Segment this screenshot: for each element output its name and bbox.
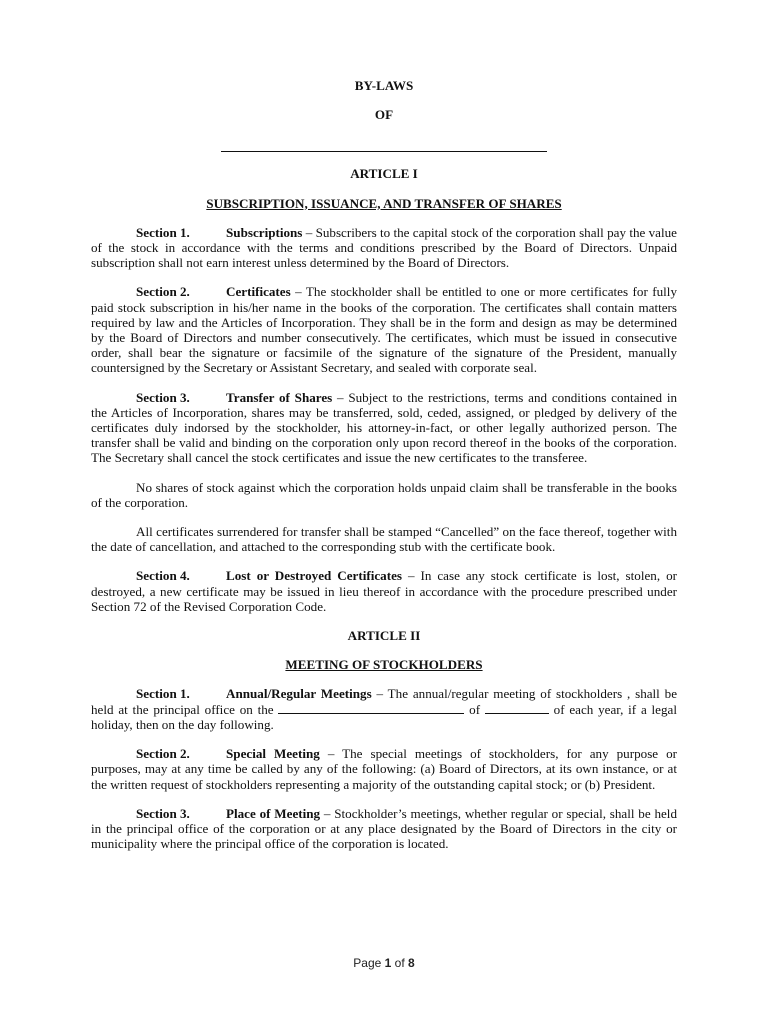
article-1-title: ARTICLE I — [350, 166, 418, 182]
document-page — [91, 74, 677, 851]
page-total: 8 — [408, 956, 415, 970]
page-number: 1 — [384, 956, 392, 970]
section-number: Section 3. — [136, 389, 190, 405]
section-heading: Certificates — [226, 284, 291, 300]
section-text: – The special meetings of stockholders, for any purpose or purposes, may at any time be called by any of the following: (a) Board of Directors, at its own instance, or at the written request of stockholders representing a majority of the outstanding capital stock; or (b) President. — [91, 746, 678, 792]
page-footer — [0, 956, 768, 970]
article-1-section-4 — [91, 568, 677, 614]
article-1-section-1 — [91, 225, 677, 271]
cancelled-certificates-paragraph: All certificates surrendered for transfer shall be stamped “Cancelled” on the face thereof, together with the date of cancellation, and attached to the corresponding stub with the certificate book. — [91, 524, 677, 555]
section-number: Section 1. — [136, 686, 190, 702]
section-text: – Subscribers to the capital stock of the corporation shall pay the value of the stock in accordance with the terms and conditions prescribed by the Board of Directors. Unpaid subscription shall not earn interest unless determined by the Board of Directors. — [91, 224, 677, 271]
section-text: – In case any stock certificate is lost, stolen, or destroyed, a new certificate may be issued in lieu thereof in accordance with the procedure prescribed under Section 72 of the Revised Corporation Code. — [91, 568, 677, 614]
article-2-title: ARTICLE II — [347, 628, 421, 644]
section-heading: Transfer of Shares — [226, 389, 333, 405]
page-of-label: of — [394, 956, 405, 970]
page-label: Page — [353, 956, 382, 970]
section-number: Section 2. — [136, 284, 190, 300]
section-heading: Annual/Regular Meetings — [226, 686, 372, 702]
corporation-name-line — [221, 151, 547, 152]
section-number: Section 3. — [136, 805, 190, 821]
article-2-section-1 — [91, 686, 677, 732]
section-heading: Lost or Destroyed Certificates — [226, 568, 402, 584]
section-text: of each year, if a legal holiday, then on the day following. — [91, 701, 677, 732]
section-heading: Special Meeting — [226, 746, 320, 762]
section-text: – The annual/regular meeting of stockholders , shall be held at the principal office on the — [91, 686, 678, 717]
document-title: BY-LAWS — [354, 78, 414, 93]
document-title-of: OF — [374, 107, 394, 123]
meeting-day-blank[interactable] — [278, 703, 464, 714]
article-1-subtitle: SUBSCRIPTION, ISSUANCE, AND TRANSFER OF SHARES — [206, 195, 562, 211]
section-number: Section 2. — [136, 746, 190, 762]
article-1-section-3 — [91, 390, 677, 466]
meeting-month-blank[interactable] — [485, 703, 549, 714]
article-2-section-2 — [91, 746, 677, 792]
section-heading: Subscriptions — [226, 224, 303, 240]
section-text: – The stockholder shall be entitled to one or more certificates for fully paid stock subscription in his/her name in the books of the corporation. The certificates shall contain matters required by law and the Articles of Incorporation. They shall be in the form and design as may be determined by the Board of Directors and number consecutively. The certificates, which must be issued in consecutive order, shall bear the signature or facsimile of the signature of the signature of the President, manually countersigned by the Secretary or Assistant Secretary, and sealed with corporate seal. — [91, 284, 677, 376]
section-text: – Stockholder’s meetings, whether regular or special, shall be held in the principal office of the corporation or at any place designated by the Board of Directors in the city or municipality where the principal office of the corporation is located. — [91, 805, 677, 852]
unpaid-claim-paragraph: No shares of stock against which the corporation holds unpaid claim shall be transferable in the books of the corporation. — [91, 479, 677, 510]
section-text: – Subject to the restrictions, terms and conditions contained in the Articles of Incorporation, shares may be transferred, sold, ceded, assigned, or pledged by delivery of the certificates duly indorsed by the stockholder, his attorney-in-fact, or other legally authorized person. The transfer shall be valid and binding on the corporation only upon record thereof in the books of the corporation. The Secretary shall cancel the stock certificates and issue the new certificates to the transferee. — [91, 389, 678, 466]
section-heading: Place of Meeting — [226, 805, 321, 821]
section-number: Section 4. — [136, 568, 190, 584]
article-2-subtitle: MEETING OF STOCKHOLDERS — [285, 657, 483, 673]
article-1-section-2 — [91, 284, 677, 375]
article-2-section-3 — [91, 806, 677, 852]
section-number: Section 1. — [136, 224, 190, 240]
section-text: of — [464, 701, 485, 717]
